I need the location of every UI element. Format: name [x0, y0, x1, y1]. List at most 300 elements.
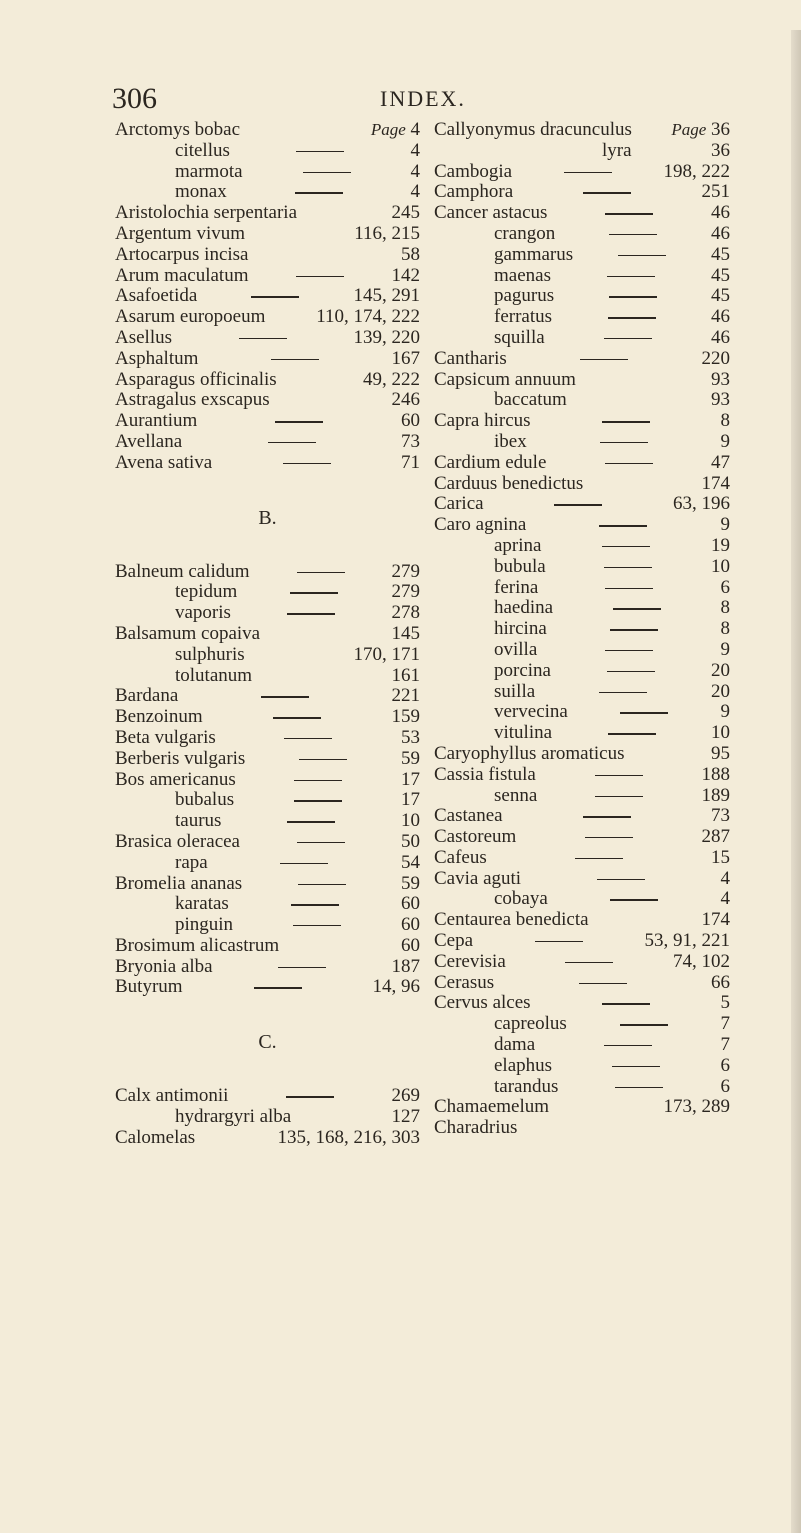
index-entry	[434, 619, 730, 640]
index-entry	[115, 245, 420, 266]
entry-term: Argentum vivum	[115, 222, 246, 244]
leader-dash	[613, 608, 661, 609]
leader-dash	[290, 592, 338, 593]
spacer	[115, 541, 420, 562]
entry-pages: 66	[711, 971, 730, 993]
leader-dash	[554, 504, 602, 505]
entry-pages: 59	[401, 747, 420, 769]
index-entry	[434, 557, 730, 578]
entry-term: vervecina	[494, 701, 568, 723]
entry-term: bubalus	[175, 789, 235, 811]
entry-term: Avena sativa	[115, 451, 213, 473]
entry-term: cobaya	[494, 888, 548, 910]
index-entry	[434, 578, 730, 599]
index-entry	[434, 266, 730, 287]
leader-dash	[620, 1024, 668, 1025]
entry-term: Artocarpus incisa	[115, 243, 249, 265]
entry-pages: 116, 215	[354, 222, 420, 244]
entry-pages: 49, 222	[363, 368, 420, 390]
entry-term: Arum maculatum	[115, 264, 249, 286]
leader-dash	[284, 738, 332, 739]
leader-dash	[615, 1087, 663, 1088]
entry-term: Balneum calidum	[115, 560, 250, 582]
entry-term: baccatum	[494, 389, 567, 411]
index-entry	[434, 1014, 730, 1035]
entry-pages: 135, 168, 216, 303	[277, 1126, 420, 1148]
entry-pages: 145	[391, 622, 420, 644]
entry-term: Cepa	[434, 930, 474, 952]
index-entry	[115, 645, 420, 666]
entry-term: gammarus	[494, 243, 574, 265]
index-entry	[434, 827, 730, 848]
leader-dash	[618, 255, 666, 256]
index-entry	[434, 931, 730, 952]
entry-pages: 47	[711, 451, 730, 473]
index-entry	[434, 474, 730, 495]
entry-term: karatas	[175, 893, 229, 915]
index-entry	[115, 666, 420, 687]
entry-term: Cantharis	[434, 347, 507, 369]
entry-term: senna	[494, 784, 538, 806]
index-entry	[115, 811, 420, 832]
index-entry	[434, 682, 730, 703]
entry-pages: 279	[391, 560, 420, 582]
entry-pages: 189	[701, 784, 730, 806]
entry-term: monax	[175, 181, 227, 203]
index-entry	[115, 582, 420, 603]
entry-pages-with-label	[671, 120, 730, 141]
leader-dash	[286, 1096, 334, 1097]
index-entry	[434, 245, 730, 266]
leader-dash	[605, 213, 653, 214]
index-entry	[434, 806, 730, 827]
index-entry	[115, 390, 420, 411]
index-entry	[434, 536, 730, 557]
entry-pages: 5	[720, 992, 730, 1014]
index-entry	[434, 1118, 730, 1139]
entry-term: Asphaltum	[115, 347, 199, 369]
page-label: Page	[671, 120, 707, 139]
entry-term: ovilla	[494, 638, 538, 660]
leader-dash	[294, 780, 342, 781]
entry-pages: 251	[701, 181, 730, 203]
index-entry	[434, 390, 730, 411]
entry-pages: 15	[711, 846, 730, 868]
entry-term: Aurantium	[115, 410, 198, 432]
leader-dash	[271, 359, 319, 360]
index-entry	[434, 702, 730, 723]
index-entry	[434, 286, 730, 307]
leader-dash	[297, 842, 345, 843]
entry-term: Carduus benedictus	[434, 472, 584, 494]
entry-pages: 20	[711, 659, 730, 681]
entry-pages: 95	[711, 742, 730, 764]
entry-pages: 93	[711, 389, 730, 411]
index-entry	[434, 120, 730, 141]
entry-pages: 127	[391, 1106, 420, 1128]
index-entry	[434, 952, 730, 973]
entry-pages: 20	[711, 680, 730, 702]
leader-dash	[600, 442, 648, 443]
entry-pages: 58	[401, 243, 420, 265]
index-entry	[434, 889, 730, 910]
index-entry	[115, 162, 420, 183]
index-entry	[115, 432, 420, 453]
index-entry	[115, 286, 420, 307]
entry-term: Carica	[434, 493, 484, 515]
entry-pages: 170, 171	[353, 643, 420, 665]
index-entry	[115, 874, 420, 895]
entry-pages: 45	[711, 243, 730, 265]
entry-term: dama	[494, 1034, 536, 1056]
index-entry	[434, 370, 730, 391]
leader-dash	[609, 234, 657, 235]
entry-term: Bardana	[115, 685, 179, 707]
entry-term: tarandus	[494, 1075, 559, 1097]
leader-dash	[254, 987, 302, 988]
spacer	[115, 474, 420, 495]
index-entry	[115, 307, 420, 328]
entry-term: Caro agnina	[434, 514, 527, 536]
index-entry	[115, 224, 420, 245]
index-entry	[434, 141, 730, 162]
entry-term: taurus	[175, 810, 222, 832]
entry-pages: 74, 102	[673, 950, 730, 972]
leader-dash	[291, 904, 339, 905]
entry-term: Bos americanus	[115, 768, 236, 790]
leader-dash	[620, 712, 668, 713]
entry-pages: 279	[391, 581, 420, 603]
leader-dash	[607, 276, 655, 277]
leader-dash	[278, 967, 326, 968]
entry-pages: 167	[391, 347, 420, 369]
index-entry	[434, 453, 730, 474]
index-entry	[115, 266, 420, 287]
entry-term: Calx antimonii	[115, 1085, 229, 1107]
entry-term: Astragalus exscapus	[115, 389, 270, 411]
entry-term: tepidum	[175, 581, 238, 603]
leader-dash	[239, 338, 287, 339]
page-number: 306	[112, 82, 157, 115]
leader-dash	[610, 899, 658, 900]
index-entry	[115, 1086, 420, 1107]
entry-term: ferina	[494, 576, 539, 598]
leader-dash	[294, 800, 342, 801]
entry-pages: 269	[391, 1085, 420, 1107]
entry-term: Castoreum	[434, 826, 517, 848]
leader-dash	[605, 463, 653, 464]
entry-term: Charadrius	[434, 1117, 518, 1139]
entry-term: Cambogia	[434, 160, 513, 182]
entry-pages: 287	[701, 826, 730, 848]
entry-term: rapa	[175, 851, 208, 873]
entry-pages: 59	[401, 872, 420, 894]
index-entry	[434, 1056, 730, 1077]
entry-term: ferratus	[494, 306, 553, 328]
index-entry	[434, 993, 730, 1014]
index-entry	[115, 936, 420, 957]
entry-pages: 73	[711, 805, 730, 827]
entry-pages: 63, 196	[673, 493, 730, 515]
index-entry	[434, 224, 730, 245]
index-entry	[115, 957, 420, 978]
entry-term: Butyrum	[115, 976, 183, 998]
index-entry	[434, 432, 730, 453]
entry-pages: 45	[711, 264, 730, 286]
entry-term: Asparagus officinalis	[115, 368, 277, 390]
entry-term: porcina	[494, 659, 551, 681]
entry-pages: 10	[711, 722, 730, 744]
leader-dash	[293, 925, 341, 926]
entry-term: Brosimum alicastrum	[115, 934, 280, 956]
entry-term: lyra	[602, 139, 632, 161]
leader-dash	[608, 733, 656, 734]
entry-pages: 10	[711, 555, 730, 577]
index-entry	[434, 411, 730, 432]
entry-term: vaporis	[175, 602, 231, 624]
entry-term: crangon	[494, 222, 556, 244]
leader-dash	[585, 837, 633, 838]
entry-pages: 4	[410, 139, 420, 161]
entry-pages: 6	[720, 576, 730, 598]
entry-term: Cervus alces	[434, 992, 531, 1014]
index-entry	[115, 370, 420, 391]
entry-term: bubula	[494, 555, 546, 577]
entry-term: Cavia aguti	[434, 867, 522, 889]
leader-dash	[609, 296, 657, 297]
entry-pages: 60	[401, 914, 420, 936]
entry-pages: 145, 291	[353, 285, 420, 307]
leader-dash	[597, 879, 645, 880]
index-entry	[434, 848, 730, 869]
index-entry	[434, 598, 730, 619]
leader-dash	[605, 588, 653, 589]
index-entry	[115, 770, 420, 791]
entry-term: pinguin	[175, 914, 234, 936]
entry-pages: 188	[701, 763, 730, 785]
entry-term: Capra hircus	[434, 410, 531, 432]
index-entry	[115, 686, 420, 707]
right-column	[434, 120, 730, 1139]
entry-pages: 14, 96	[372, 976, 420, 998]
entry-term: Brasica oleracea	[115, 830, 240, 852]
entry-pages: 9	[720, 701, 730, 723]
entry-pages: 71	[401, 451, 420, 473]
index-entry	[434, 723, 730, 744]
leader-dash	[580, 359, 628, 360]
entry-pages: 142	[391, 264, 420, 286]
index-entry	[115, 749, 420, 770]
entry-term: Cafeus	[434, 846, 487, 868]
entry-pages: 8	[720, 410, 730, 432]
leader-dash	[599, 692, 647, 693]
entry-term: Caryophyllus aromaticus	[434, 742, 625, 764]
entry-pages: 93	[711, 368, 730, 390]
entry-term: capreolus	[494, 1013, 567, 1035]
leader-dash	[564, 172, 612, 173]
entry-pages: 17	[401, 768, 420, 790]
leader-dash	[298, 884, 346, 885]
leader-dash	[287, 821, 335, 822]
entry-term: Balsamum copaiva	[115, 622, 261, 644]
index-entry	[434, 162, 730, 183]
entry-pages: 9	[720, 638, 730, 660]
entry-term: tolutanum	[175, 664, 253, 686]
leader-dash	[583, 816, 631, 817]
leader-dash	[605, 650, 653, 651]
entry-pages: 46	[711, 222, 730, 244]
leader-dash	[268, 442, 316, 443]
entry-term: Camphora	[434, 181, 514, 203]
entry-pages: 6	[720, 1054, 730, 1076]
entry-pages: 45	[711, 285, 730, 307]
entry-term: Benzoinum	[115, 706, 203, 728]
entry-pages: 60	[401, 934, 420, 956]
entry-pages: 8	[720, 618, 730, 640]
index-entry	[115, 1107, 420, 1128]
entry-pages: 187	[391, 955, 420, 977]
entry-pages: 54	[401, 851, 420, 873]
leader-dash	[579, 983, 627, 984]
entry-pages: 246	[391, 389, 420, 411]
index-entry	[434, 910, 730, 931]
leader-dash	[607, 671, 655, 672]
index-entry	[434, 307, 730, 328]
index-entry	[434, 1097, 730, 1118]
index-entry	[434, 786, 730, 807]
entry-term: pagurus	[494, 285, 555, 307]
index-entry	[115, 603, 420, 624]
entry-pages: 46	[711, 326, 730, 348]
leader-dash	[296, 276, 344, 277]
entry-term: aprina	[494, 534, 542, 556]
entry-term: ibex	[494, 430, 527, 452]
entry-pages: 60	[401, 410, 420, 432]
leader-dash	[610, 629, 658, 630]
leader-dash	[275, 421, 323, 422]
entry-term: Cassia fistula	[434, 763, 536, 785]
index-entry	[434, 640, 730, 661]
index-entry	[115, 790, 420, 811]
index-entry	[115, 915, 420, 936]
entry-pages: 9	[720, 514, 730, 536]
leader-dash	[595, 796, 643, 797]
entry-term: Chamaemelum	[434, 1096, 550, 1118]
entry-term: Beta vulgaris	[115, 726, 216, 748]
page-label: Page	[370, 120, 406, 139]
entry-pages: 198, 222	[663, 160, 730, 182]
index-entry	[434, 349, 730, 370]
index-entry	[434, 328, 730, 349]
entry-term: Berberis vulgaris	[115, 747, 246, 769]
entry-pages: 173, 289	[663, 1096, 730, 1118]
entry-pages: 19	[711, 534, 730, 556]
index-entry	[115, 894, 420, 915]
entry-term: Callyonymus dracunculus	[434, 119, 632, 140]
entry-pages: 17	[401, 789, 420, 811]
entry-pages: 4	[405, 119, 420, 140]
index-entry	[115, 624, 420, 645]
index-entry	[115, 453, 420, 474]
index-entry	[115, 832, 420, 853]
entry-term: Bryonia alba	[115, 955, 213, 977]
entry-term: Asarum europoeum	[115, 306, 266, 328]
entry-pages: 9	[720, 430, 730, 452]
entry-term: elaphus	[494, 1054, 553, 1076]
spacer	[115, 998, 420, 1019]
entry-term: hydrargyri alba	[175, 1106, 292, 1128]
entry-term: vitulina	[494, 722, 553, 744]
leader-dash	[273, 717, 321, 718]
entry-pages: 46	[711, 202, 730, 224]
entry-term: squilla	[494, 326, 545, 348]
leader-dash	[575, 858, 623, 859]
index-entry	[115, 203, 420, 224]
left-column	[115, 120, 420, 1149]
entry-pages: 4	[410, 160, 420, 182]
entry-term: Cardium edule	[434, 451, 547, 473]
leader-dash	[283, 463, 331, 464]
index-entry	[115, 728, 420, 749]
entry-term: sulphuris	[175, 643, 245, 665]
entry-term: Calomelas	[115, 1126, 196, 1148]
letter-header: B.	[258, 506, 277, 529]
leader-dash	[299, 759, 347, 760]
index-entry	[115, 977, 420, 998]
entry-pages: 4	[410, 181, 420, 203]
entry-term: maenas	[494, 264, 551, 286]
entry-pages: 220	[701, 347, 730, 369]
index-entry	[115, 328, 420, 349]
index-entry	[115, 1128, 420, 1149]
leader-dash	[583, 192, 631, 193]
leader-dash	[251, 296, 299, 297]
entry-pages: 159	[391, 706, 420, 728]
leader-dash	[608, 317, 656, 318]
leader-dash	[595, 775, 643, 776]
leader-dash	[602, 421, 650, 422]
index-entry	[115, 120, 420, 141]
entry-pages: 10	[401, 810, 420, 832]
entry-term: Asafoetida	[115, 285, 198, 307]
entry-pages: 53	[401, 726, 420, 748]
index-entry	[434, 203, 730, 224]
index-entry	[434, 661, 730, 682]
index-entry	[434, 973, 730, 994]
leader-dash	[604, 567, 652, 568]
entry-pages: 245	[391, 202, 420, 224]
leader-dash	[297, 572, 345, 573]
entry-pages: 110, 174, 222	[316, 306, 420, 328]
entry-pages: 36	[706, 119, 730, 140]
entry-pages: 174	[701, 909, 730, 931]
entry-pages: 53, 91, 221	[644, 930, 730, 952]
entry-pages: 60	[401, 893, 420, 915]
index-entry	[434, 1077, 730, 1098]
index-entry	[434, 494, 730, 515]
index-entry	[115, 411, 420, 432]
spacer	[115, 1065, 420, 1086]
leader-dash	[303, 172, 351, 173]
running-title: INDEX.	[380, 86, 466, 111]
index-entry	[434, 182, 730, 203]
entry-term: Asellus	[115, 326, 172, 348]
entry-pages: 174	[701, 472, 730, 494]
leader-dash	[296, 151, 344, 152]
entry-term: Arctomys bobac	[115, 119, 241, 140]
leader-dash	[602, 546, 650, 547]
leader-dash	[612, 1066, 660, 1067]
